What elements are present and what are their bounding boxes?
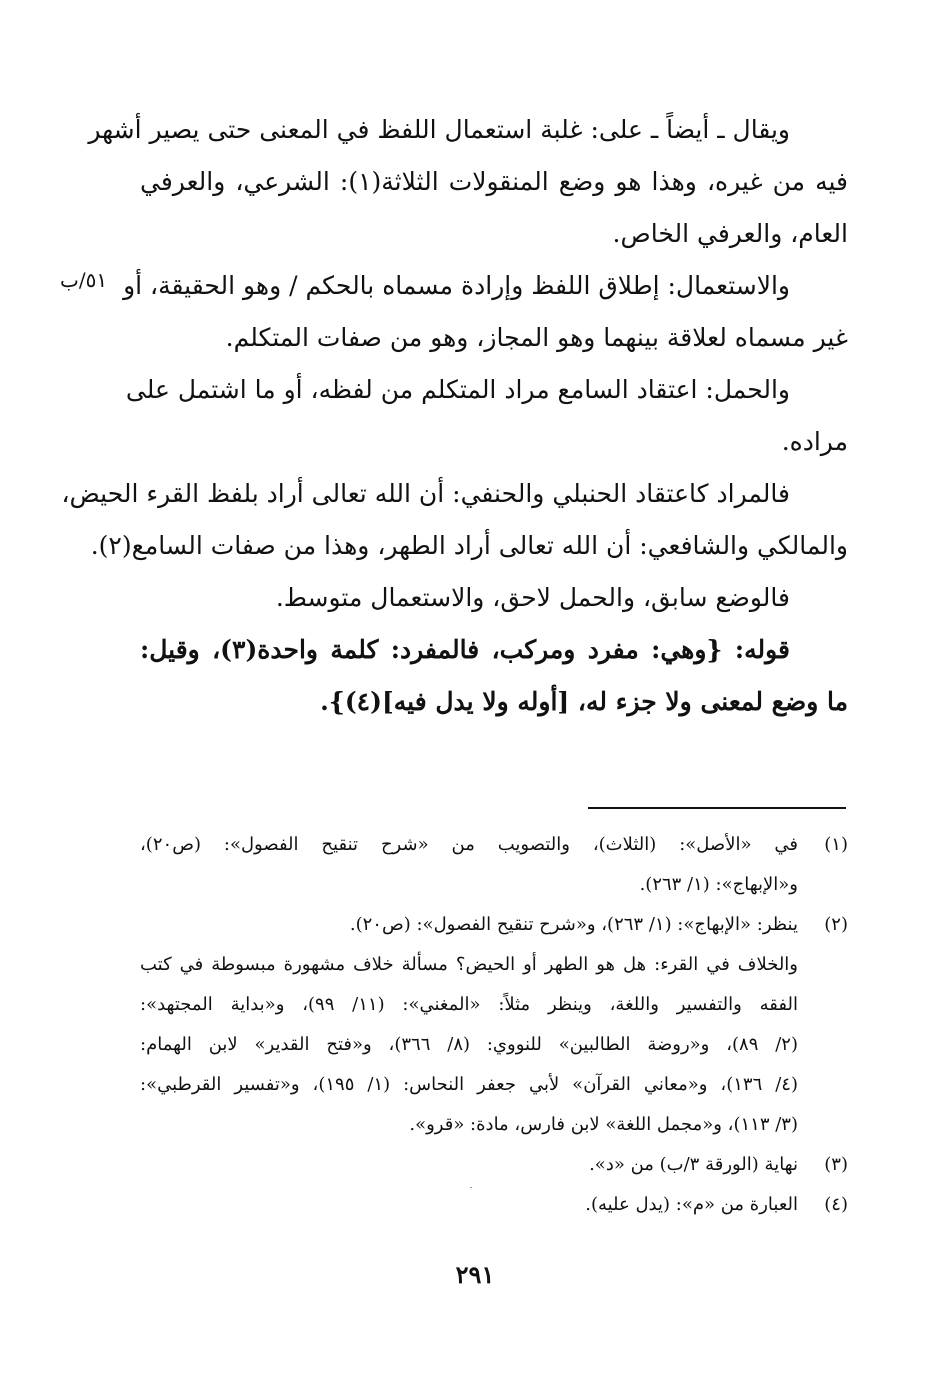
text-line-1: ويقال ـ أيضاً ـ على: غلبة استعمال اللفظ في المعنى حتى يصير أشهر xyxy=(88,115,790,144)
footnote-2-text: ينظر: «الإبهاج»: (١/ ٢٦٣)، و«شرح تنقيح الفصول»: (ص٢٠). xyxy=(349,914,798,935)
footnote-3-text: نهاية (الورقة ٣/ب) من «د». xyxy=(589,1154,798,1175)
text-line-8: فالمراد كاعتقاد الحنبلي والحنفي: أن الله تعالى أراد بلفظ القرء الحيض، xyxy=(61,479,790,508)
text-line-4: والاستعمال: إطلاق اللفظ وإرادة مسماه بالحكم / وهو الحقيقة، أو xyxy=(123,271,790,300)
footnote-2-number: (٢) xyxy=(824,914,848,935)
text-line-5: غير مسماه لعلاقة بينهما وهو المجاز، وهو من صفات المتكلم. xyxy=(225,323,848,352)
text-line-12: ما وضع لمعنى ولا جزء له، [أوله ولا يدل فيه](٤)}. xyxy=(320,687,848,716)
footnote-2-line-3: الفقه والتفسير واللغة، وينظر مثلاً: «المغني»: (١١/ ٩٩)، و«بداية المجتهد»: xyxy=(140,994,798,1015)
footnote-4-number: (٤) xyxy=(824,1194,848,1215)
text-line-3: العام، والعرفي الخاص. xyxy=(612,219,848,248)
text-line-6: والحمل: اعتقاد السامع مراد المتكلم من لفظه، أو ما اشتمل على xyxy=(125,375,790,404)
footnote-1-text: في «الأصل»: (الثلاث)، والتصويب من «شرح تنقيح الفصول»: (ص٢٠)، xyxy=(140,834,798,855)
footnote-1-line-2: و«الإبهاج»: (١/ ٢٦٣). xyxy=(639,874,798,895)
footnote-2-line-5: (٤/ ١٣٦)، و«معاني القرآن» لأبي جعفر النحاس: (١/ ١٩٥)، و«تفسير القرطبي»: xyxy=(140,1074,798,1095)
page-number: ٢٩١ xyxy=(455,1260,495,1289)
footnote-3 xyxy=(140,1145,848,1185)
footnote-3-number: (٣) xyxy=(824,1154,848,1175)
footnote-2-line-6: (٣/ ١١٣)، و«مجمل اللغة» لابن فارس، مادة: «قرو». xyxy=(409,1114,798,1135)
footnote-4 xyxy=(140,1185,848,1225)
footnote-1-line-1 xyxy=(140,825,848,865)
text-line-9: والمالكي والشافعي: أن الله تعالى أراد الطهر، وهذا من صفات السامع(٢). xyxy=(90,531,848,560)
footnote-1-number: (١) xyxy=(824,834,848,855)
margin-folio-note: ٥١/ب xyxy=(60,268,108,292)
text-line-10: فالوضع سابق، والحمل لاحق، والاستعمال متوسط. xyxy=(275,583,790,612)
scan-speck xyxy=(470,1187,472,1188)
footnote-2-line-1 xyxy=(140,905,848,945)
text-line-7: مراده. xyxy=(781,427,848,456)
footnotes xyxy=(140,825,848,1225)
footnote-separator xyxy=(588,807,846,809)
footnote-4-text: العبارة من «م»: (يدل عليه). xyxy=(585,1194,798,1215)
text-line-2: فيه من غيره، وهذا هو وضع المنقولات الثلاثة(١): الشرعي، والعرفي xyxy=(140,167,848,196)
footnote-2-line-4: (٢/ ٨٩)، و«روضة الطالبين» للنووي: (٨/ ٣٦٦)، و«فتح القدير» لابن الهمام: xyxy=(140,1034,798,1055)
footnote-2-line-2: والخلاف في القرء: هل هو الطهر أو الحيض؟ مسألة خلاف مشهورة مبسوطة في كتب xyxy=(140,954,798,975)
text-line-11: قوله: {وهي: مفرد ومركب، فالمفرد: كلمة واحدة(٣)، وقيل: xyxy=(140,635,790,664)
